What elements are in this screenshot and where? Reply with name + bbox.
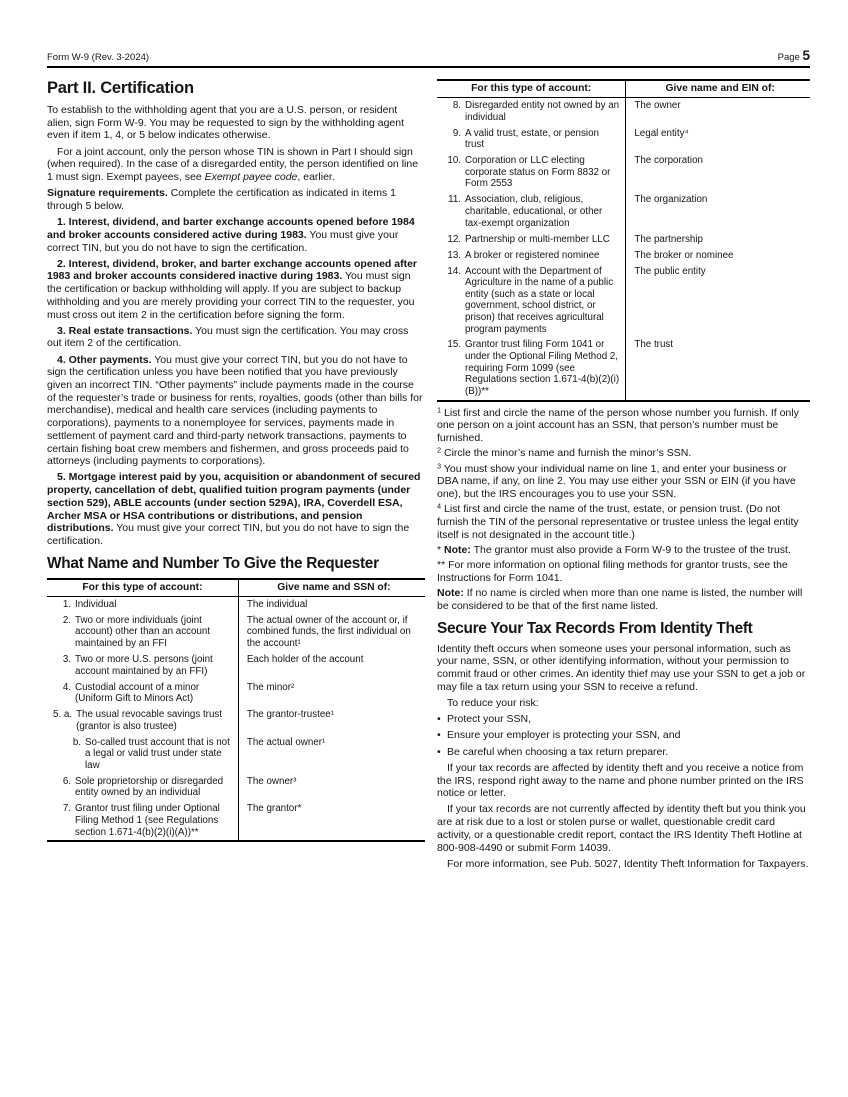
text-segment: 4. Other payments. — [57, 353, 152, 366]
table-row — [437, 337, 810, 399]
text-segment: Complete the certification as indicated in items 1 through 5 below. — [47, 187, 396, 212]
text-segment: 4 — [437, 501, 442, 511]
account-type-cell — [47, 652, 238, 680]
bullet-text: Ensure your employer is protecting your SSN, and — [447, 729, 681, 742]
account-type-text: Partnership or multi-member LLC — [465, 233, 610, 245]
bullet-icon: • — [437, 745, 441, 758]
text-segment: 3 — [437, 461, 442, 471]
text-segment: 2 — [437, 445, 442, 455]
account-type-text: Account with the Department of Agriculture in the name of a public entity (such as a state or local government, school district, or prison) that receives agricultural program payments — [465, 265, 614, 335]
paragraph — [47, 146, 425, 184]
account-type-text: Custodial account of a minor (Uniform Gift to Minors Act) — [75, 681, 200, 705]
table-row — [437, 126, 810, 154]
text-segment: Signature requirements. — [47, 187, 168, 200]
text-segment: List first and circle the name of the trust, estate, or pension trust. (Do not furnish the TIN of the personal representative or trustee unless the legal entity itself is not designated in the account title.) — [437, 503, 799, 541]
row-number: 13. — [447, 249, 461, 261]
table-row — [47, 679, 425, 707]
secure-records-heading: Secure Your Tax Records From Identity Theft — [437, 619, 753, 637]
row-number: 3. — [62, 653, 71, 665]
page-number — [778, 48, 810, 63]
part2-heading: Part II. Certification — [47, 79, 194, 97]
row-number: 12. — [447, 233, 461, 245]
text-segment: You must give your correct TIN, but you do not have to sign the certification. — [47, 228, 399, 254]
text-segment: Exempt payee code — [204, 171, 298, 184]
give-name-cell: The broker or nominee — [625, 247, 810, 263]
paragraph — [47, 258, 425, 322]
account-type-text: A valid trust, estate, or pension trust — [465, 127, 599, 151]
identity-theft-intro — [437, 643, 810, 710]
row-number: 15. — [447, 339, 461, 351]
bullet-icon: • — [437, 729, 441, 742]
row-number: b. — [72, 736, 81, 748]
account-type-cell — [437, 337, 625, 399]
give-name-cell: The actual owner of the account or, if combined funds, the first individual on the account¹ — [238, 613, 425, 652]
give-name-cell: The corporation — [625, 153, 810, 192]
text-segment: You must sign the certification. You may cross out item 2 of the certification. — [47, 324, 409, 350]
text-segment: Note: — [437, 587, 464, 600]
account-type-text: A broker or registered nominee — [465, 249, 600, 261]
identity-theft-details — [437, 762, 810, 871]
account-type-cell — [47, 597, 238, 613]
text-segment: ** For more information on optional filing methods for grantor trusts, see the Instructions for Form 1041. — [437, 559, 788, 585]
account-type-text: Corporation or LLC electing corporate status on Form 8832 or Form 2553 — [465, 155, 611, 190]
account-type-text: Association, club, religious, charitable, educational, or other tax-exempt organization — [465, 194, 603, 229]
row-number: 6. — [62, 775, 71, 787]
text-segment: Note: — [444, 544, 471, 557]
give-name-cell: The individual — [238, 597, 425, 613]
account-type-text: Disregarded entity not owned by an individual — [465, 100, 620, 123]
header-rule — [47, 66, 810, 68]
column-header-give-name: Give name and EIN of: — [625, 81, 810, 97]
account-type-cell — [437, 98, 625, 126]
row-number: 5. a. — [53, 709, 73, 721]
text-segment: You must give your correct TIN, but you do not have to sign the certification unless you have been notified that you have previously given an incorrect TIN. “Other payments” include payments made in the course of the requester’s trade or business for rents, royalties, goods (other than bills for merchandise), medical and health care services (including payments to corporations), payments to a nonemployee for services, payments made in settlement of payment card and third-party network transactions, payments to certain fishing boat crew members and fishermen, and gross proceeds paid to attorneys (including payments to corporations). — [47, 353, 423, 468]
text-segment: , earlier. — [297, 171, 335, 184]
account-type-text: Two or more individuals (joint account) other than an account maintained by an FFI — [75, 614, 211, 650]
table-row — [437, 153, 810, 192]
account-type-cell — [437, 247, 625, 263]
table-row — [47, 707, 425, 735]
certification-text — [47, 104, 425, 548]
paragraph — [47, 354, 425, 468]
row-number: 4. — [62, 681, 71, 693]
text-segment: 3. Real estate transactions. — [57, 324, 193, 337]
row-number: 7. — [62, 803, 71, 815]
account-type-cell — [47, 734, 238, 773]
account-type-cell — [47, 801, 238, 840]
give-name-cell: The actual owner¹ — [238, 734, 425, 773]
paragraph — [437, 858, 810, 871]
ein-table — [437, 79, 810, 402]
text-segment: Identity theft occurs when someone uses your personal information, such as your name, SSN, or other identifying information, without your permission to commit fraud or other crimes. An identity thief may use your SSN to get a job or may file a tax return using your SSN to receive a refund. — [437, 642, 806, 693]
table-row — [437, 231, 810, 247]
row-number: 1. — [62, 598, 71, 610]
table-row — [437, 98, 810, 126]
paragraph — [437, 697, 810, 710]
text-segment: 5. Mortgage interest paid by you, acquisition or abandonment of secured property, cancellation of debt, qualified tuition program payments (under section 529), ABLE accounts (under section 529A), IRA, Coverdell ESA, Archer MSA or HSA contributions or distributions, and pension distributions. — [47, 471, 421, 535]
row-number: 8. — [452, 100, 461, 112]
account-type-cell — [47, 707, 238, 735]
bullet-text: Be careful when choosing a tax return preparer. — [447, 745, 669, 758]
account-type-text: Sole proprietorship or disregarded entity owned by an individual — [75, 775, 224, 799]
account-type-cell — [437, 153, 625, 192]
bullet-icon: • — [437, 713, 441, 726]
text-segment: 1. Interest, dividend, and barter exchange accounts opened before 1984 and broker accounts considered active during 1983. — [47, 216, 415, 241]
row-number: 10. — [447, 155, 461, 167]
account-type-text: Individual — [75, 598, 117, 610]
account-type-text: The usual revocable savings trust (grantor is also trustee) — [76, 709, 223, 732]
account-type-text: Two or more U.S. persons (joint account maintained by an FFI) — [75, 653, 213, 677]
paragraph — [437, 559, 810, 584]
risk-bullet-list — [437, 713, 810, 758]
text-segment: List first and circle the name of the person whose number you furnish. If only one person on a joint account has an SSN, that person’s number must be furnished. — [437, 406, 799, 445]
text-segment: 1 — [437, 405, 442, 415]
table-header-row — [47, 580, 425, 597]
paragraph — [437, 643, 810, 694]
row-number: 11. — [448, 194, 461, 206]
give-name-cell: The grantor* — [238, 801, 425, 840]
text-segment: For more information, see Pub. 5027, Identity Theft Information for Taxpayers. — [447, 857, 809, 870]
left-column — [47, 79, 425, 874]
text-segment: You must give your correct TIN, but you do not have to sign the certification. — [47, 522, 410, 547]
paragraph — [437, 803, 810, 854]
table-row — [47, 613, 425, 652]
table-row — [437, 263, 810, 337]
page-label: Page — [777, 52, 800, 63]
give-name-cell: The grantor-trustee¹ — [238, 707, 425, 735]
text-segment: To reduce your risk: — [447, 697, 539, 710]
give-name-cell: The owner — [625, 98, 810, 126]
paragraph — [437, 544, 810, 557]
account-type-cell — [437, 192, 625, 231]
paragraph — [47, 216, 425, 254]
paragraph — [437, 503, 810, 541]
account-type-cell — [437, 263, 625, 337]
give-name-cell: Legal entity⁴ — [625, 126, 810, 154]
give-name-cell: The owner³ — [238, 774, 425, 802]
bullet-item — [437, 746, 810, 759]
give-name-cell: The trust — [625, 337, 810, 399]
text-segment: Circle the minor’s name and furnish the minor’s SSN. — [441, 447, 692, 460]
text-segment: If no name is circled when more than one name is listed, the number will be considered to be that of the first name listed. — [437, 587, 803, 613]
paragraph — [437, 762, 810, 800]
table-row — [47, 652, 425, 680]
account-type-text: Grantor trust filing under Optional Filing Method 1 (see Regulations section 1.671-4(b)(2)(i)(A))** — [75, 803, 220, 838]
page-number-value: 5 — [802, 48, 810, 63]
account-type-cell — [437, 126, 625, 154]
table-row — [47, 597, 425, 613]
account-type-cell — [47, 774, 238, 802]
account-type-text: So-called trust account that is not a legal or valid trust under state law — [85, 736, 230, 771]
paragraph — [437, 587, 810, 612]
text-segment: * — [437, 544, 445, 557]
row-number: 14. — [447, 265, 461, 277]
account-type-cell — [47, 679, 238, 707]
text-segment: To establish to the withholding agent that you are a U.S. person, or resident alien, sign Form W-9. You may be requested to sign by the withholding agent even if item 1, 4, or 5 below indicates otherwise. — [47, 104, 405, 142]
column-header-account-type: For this type of account: — [82, 581, 203, 593]
bullet-item — [437, 729, 810, 742]
paragraph — [47, 325, 425, 350]
two-column-layout — [47, 79, 810, 874]
text-segment: If your tax records are not currently affected by identity theft but you think you are at risk due to a lost or stolen purse or wallet, questionable credit card activity, or a questionable credit report, contact the IRS Identity Theft Hotline at 800-908-4490 or submit Form 14039. — [437, 803, 806, 854]
text-segment: If your tax records are affected by identity theft and you receive a notice from the IRS, respond right away to the name and phone number printed on the IRS notice or letter. — [437, 761, 804, 800]
table-row — [437, 247, 810, 263]
row-number: 2. — [62, 614, 71, 626]
give-name-cell: The public entity — [625, 263, 810, 337]
paragraph — [437, 447, 810, 460]
paragraph — [47, 104, 425, 142]
account-type-cell — [47, 613, 238, 652]
paragraph — [47, 471, 425, 547]
column-header-account-type: For this type of account: — [471, 83, 592, 95]
what-name-heading: What Name and Number To Give the Requester — [47, 554, 379, 572]
bullet-text: Protect your SSN, — [447, 713, 532, 726]
paragraph — [437, 407, 810, 445]
account-type-text: Grantor trust filing Form 1041 or under the Optional Filing Method 2, requiring Form 1099 (see Regulations section 1.671-4(b)(2)(i)(B))** — [465, 339, 620, 397]
bullet-item — [437, 713, 810, 726]
table-row — [437, 192, 810, 231]
paragraph — [47, 187, 425, 212]
give-name-cell: The partnership — [625, 231, 810, 247]
table-header-row — [437, 81, 810, 98]
table-row — [47, 774, 425, 802]
text-segment: You must sign the certification or backup withholding will apply. If you are subject to backup withholding and you are merely providing your correct TIN to the requester, you must cross out item 2 in the certification before signing the form. — [47, 270, 415, 321]
give-name-cell: Each holder of the account — [238, 652, 425, 680]
text-segment: You must show your individual name on line 1, and enter your business or DBA name, if any, on line 2. You may use either your SSN or EIN (if you have one), but the IRS encourages you to use your SSN. — [437, 462, 796, 501]
right-column — [437, 79, 810, 874]
give-name-cell: The minor² — [238, 679, 425, 707]
column-header-give-name: Give name and SSN of: — [238, 580, 425, 596]
text-segment: The grantor must also provide a Form W-9 to the trustee of the trust. — [470, 544, 791, 557]
paragraph — [437, 463, 810, 501]
give-name-cell: The organization — [625, 192, 810, 231]
page-header — [47, 48, 810, 63]
text-segment: For a joint account, only the person whose TIN is shown in Part I should sign (when required). In the case of a disregarded entity, the person identified on line 1 must sign. Exempt payees, see — [47, 145, 419, 184]
text-segment: 2. Interest, dividend, broker, and barter exchange accounts opened after 1983 and broker accounts considered inactive during 1983. — [47, 257, 418, 283]
row-number: 9. — [452, 127, 461, 139]
table-footnotes — [437, 407, 810, 613]
table-row — [47, 734, 425, 773]
account-type-cell — [437, 231, 625, 247]
ssn-table — [47, 578, 425, 843]
table-row — [47, 801, 425, 840]
form-revision-label: Form W-9 (Rev. 3-2024) — [47, 52, 150, 63]
